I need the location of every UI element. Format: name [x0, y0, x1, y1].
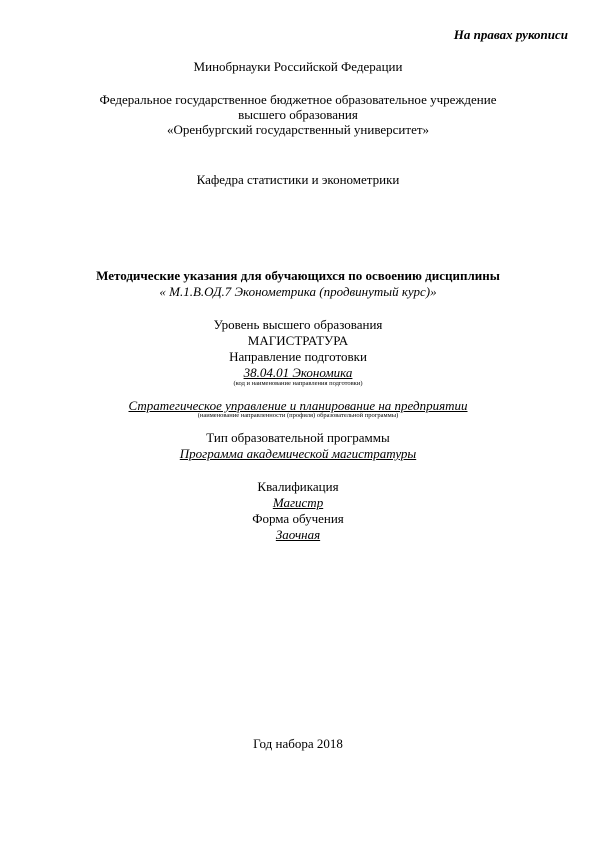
profile-value: Стратегическое управление и планирование на предприятии — [128, 398, 468, 413]
document-title: Методические указания для обучающихся по освоению дисциплины — [96, 268, 500, 283]
institution-line-1: Федеральное государственное бюджетное образовательное учреждение — [99, 92, 497, 107]
institution-line-2: высшего образования — [238, 107, 358, 122]
department-name: Кафедра статистики и эконометрики — [196, 172, 400, 187]
manuscript-stamp: На правах рукописи — [453, 27, 568, 42]
education-level-value: МАГИСТРАТУРА — [247, 333, 349, 348]
program-type-label: Тип образовательной программы — [206, 430, 390, 445]
profile-caption: (наименование направленности (профиля) образовательной программы) — [197, 412, 399, 419]
study-form-label: Форма обучения — [252, 511, 344, 526]
qualification-label: Квалификация — [257, 479, 339, 494]
institution-line-3: «Оренбургский государственный университет» — [166, 122, 430, 137]
enrollment-year: Год набора 2018 — [253, 736, 343, 751]
education-level-label: Уровень высшего образования — [213, 317, 383, 332]
qualification-value: Магистр — [272, 495, 324, 510]
direction-value: 38.04.01 Экономика — [243, 365, 353, 380]
direction-label: Направление подготовки — [229, 349, 367, 364]
direction-caption: (код и наименование направления подготовки) — [233, 380, 363, 387]
ministry-name: Минобрнауки Российской Федерации — [193, 59, 403, 74]
course-name: « М.1.В.ОД.7 Эконометрика (продвинутый курс)» — [159, 284, 437, 299]
study-form-value: Заочная — [275, 527, 321, 542]
program-type-value: Программа академической магистратуры — [179, 446, 417, 461]
